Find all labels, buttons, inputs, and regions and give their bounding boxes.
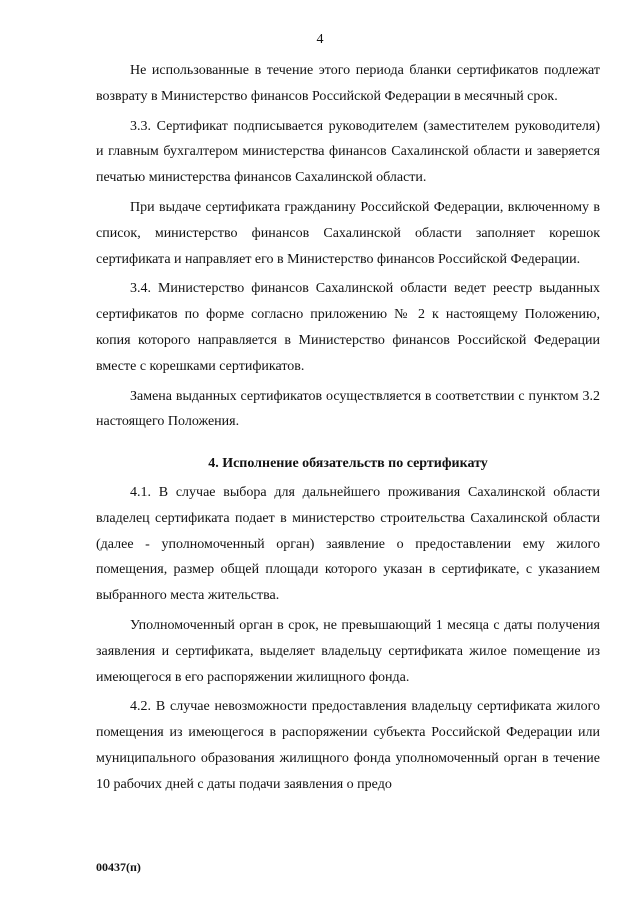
paragraph-4-1: 4.1. В случае выбора для дальнейшего проживания Сахалинской области владелец сертификата подает в министерство строительства Сахалинской области (далее - уполномоченный орган) заявление о предоставлении ему жилого помещения, размер общей площади которого указан в сертификате, с указанием выбранного места жительства. (96, 484, 600, 604)
paragraph-3-4: 3.4. Министерство финансов Сахалинской области ведет реестр выданных сертификатов по форме согласно приложению № 2 к настоящему Положению, копия которого направляется в Министерство финансов Российской Федерации вместе с корешками сертификатов. (96, 281, 600, 374)
section-heading: 4. Исполнение обязательств по сертификату (208, 456, 488, 472)
paragraph-authorized-body: Уполномоченный орган в срок, не превышающий 1 месяца с даты получения заявления и сертификата, выделяет владельцу сертификата жилое помещение из имеющегося в его распоряжении жилищного фонда. (96, 617, 600, 685)
paragraph-4-2: 4.2. В случае невозможности предоставления владельцу сертификата жилого помещения из имеющегося в распоряжении субъекта Российской Федерации или муниципального образования жилищного фонда уполномоченный орган в течение 10 рабочих дней с даты подачи заявления о предо (96, 699, 600, 792)
paragraph-issuance: При выдаче сертификата гражданину Российской Федерации, включенному в список, министерство финансов Сахалинской области заполняет корешок сертификата и направляет его в Министерство финансов Российской Федерации. (96, 199, 600, 267)
document-body (96, 58, 600, 798)
page-number: 4 (316, 32, 324, 47)
footer-document-code: 00437(п) (96, 860, 141, 874)
paragraph-replacement: Замена выданных сертификатов осуществляется в соответствии с пунктом 3.2 настоящего Положения. (96, 388, 600, 430)
paragraph-unused-blanks: Не использованные в течение этого периода бланки сертификатов подлежат возврату в Министерство финансов Российской Федерации в месячный срок. (96, 63, 600, 104)
paragraph-3-3: 3.3. Сертификат подписывается руководителем (заместителем руководителя) и главным бухгалтером министерства финансов Сахалинской области и заверяется печатью министерства финансов Сахалинской области. (96, 118, 600, 186)
